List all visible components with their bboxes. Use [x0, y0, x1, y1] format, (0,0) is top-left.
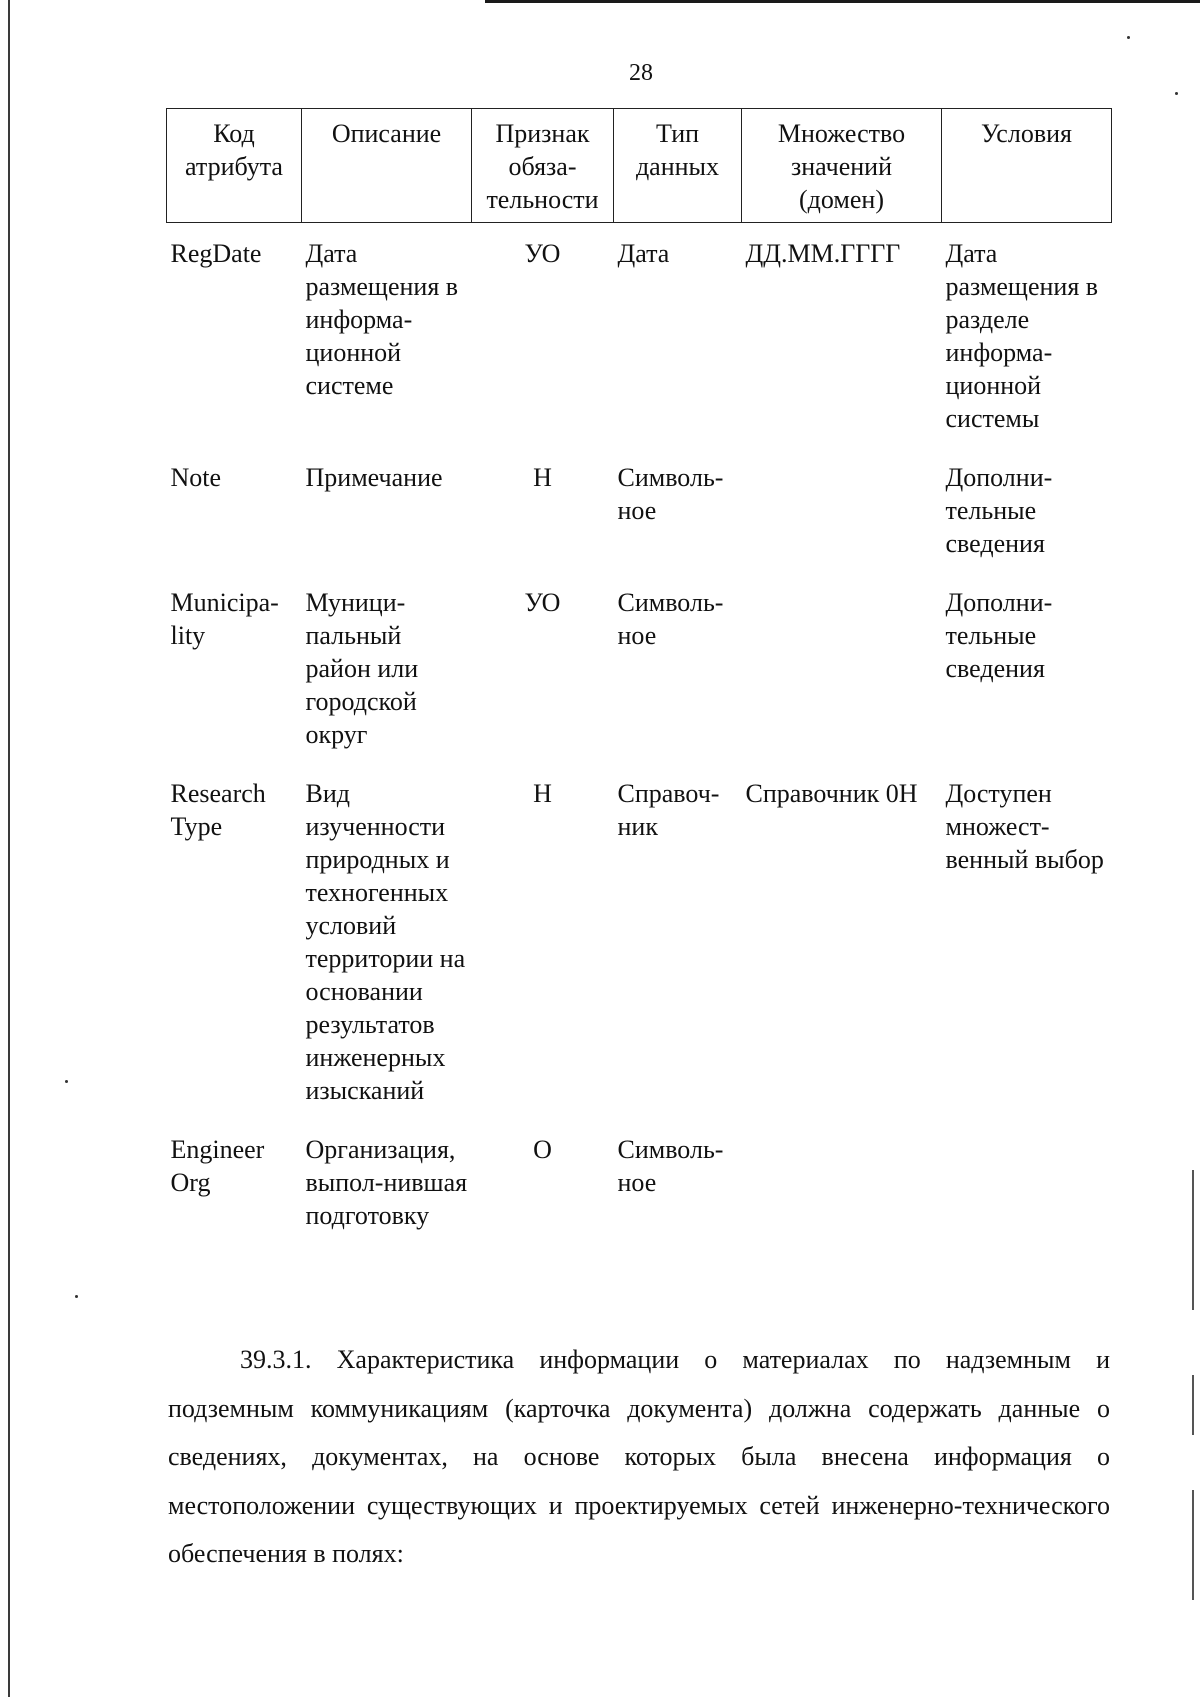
cell-code: Note [170, 463, 222, 492]
cell-flag: Н [533, 779, 552, 808]
cell-code: Municipa-lity [170, 588, 279, 650]
cell-type: Символь-ное [617, 1135, 724, 1197]
header-code: Код атрибута [167, 109, 302, 223]
table-row [167, 1133, 1112, 1258]
scan-edge-top [485, 0, 1200, 3]
cell-description: Муници-пальный район или городской округ [305, 588, 419, 749]
cell-description: Вид изученности природных и техногенных условий территории на основании результатов инженерных изысканий [305, 779, 466, 1105]
cell-code: RegDate [170, 239, 262, 268]
cell-domain [742, 1133, 942, 1258]
cell-flag: УО [524, 239, 561, 268]
header-domain: Множество значений (домен) [742, 109, 942, 223]
cell-conditions: Дополни-тельные сведения [945, 588, 1053, 683]
cell-flag: О [533, 1135, 552, 1164]
cell-code: Research Type [170, 779, 266, 841]
cell-type: Дата [617, 239, 670, 268]
header-flag: Признак обяза-тельности [472, 109, 614, 223]
cell-domain: ДД.ММ.ГГГГ [745, 239, 901, 268]
scan-speck [65, 1080, 68, 1083]
cell-conditions: Дополни-тельные сведения [945, 463, 1053, 558]
table-row [167, 777, 1112, 1133]
cell-description: Дата размещения в информа-ционной системе [305, 239, 459, 400]
cell-description: Организация, выпол-нившая подготовку [305, 1135, 468, 1230]
cell-flag: Н [533, 463, 552, 492]
header-conditions: Условия [942, 109, 1112, 223]
cell-domain: Справочник 0Н [745, 779, 918, 808]
cell-type: Справоч-ник [617, 779, 720, 841]
scan-edge-left [8, 0, 10, 1697]
table-row [167, 461, 1112, 586]
table-row [167, 223, 1112, 462]
scan-mark-right [1192, 1490, 1194, 1600]
cell-conditions: Дата размещения в разделе информа-ционной системы [945, 239, 1099, 433]
scan-mark-right [1192, 1170, 1194, 1310]
cell-domain [742, 586, 942, 777]
page-number: 28 [629, 60, 653, 86]
scan-speck [1175, 92, 1178, 95]
scan-speck [75, 1295, 78, 1298]
cell-description: Примечание [305, 463, 443, 492]
cell-type: Символь-ное [617, 588, 724, 650]
header-description: Описание [302, 109, 472, 223]
cell-domain [742, 461, 942, 586]
table-header-row [167, 109, 1112, 223]
cell-type: Символь-ное [617, 463, 724, 525]
cell-conditions: Доступен множест-венный выбор [945, 779, 1104, 874]
cell-flag: УО [524, 588, 561, 617]
header-type: Тип данных [614, 109, 742, 223]
cell-code: Engineer Org [170, 1135, 265, 1197]
scan-speck [1127, 36, 1130, 39]
table-row [167, 586, 1112, 777]
body-paragraph: 39.3.1. Характеристика информации о материалах по надземным и подземным коммуникациям (карточка документа) должна содержать данные о сведениях, документах, на основе которых была внесена информация о местоположении существующих и проектируемых сетей инженерно-технического обеспечения в полях: [168, 1345, 1110, 1568]
cell-conditions [942, 1133, 1112, 1258]
scan-mark-right [1192, 1375, 1194, 1435]
attribute-table [166, 108, 1111, 1258]
